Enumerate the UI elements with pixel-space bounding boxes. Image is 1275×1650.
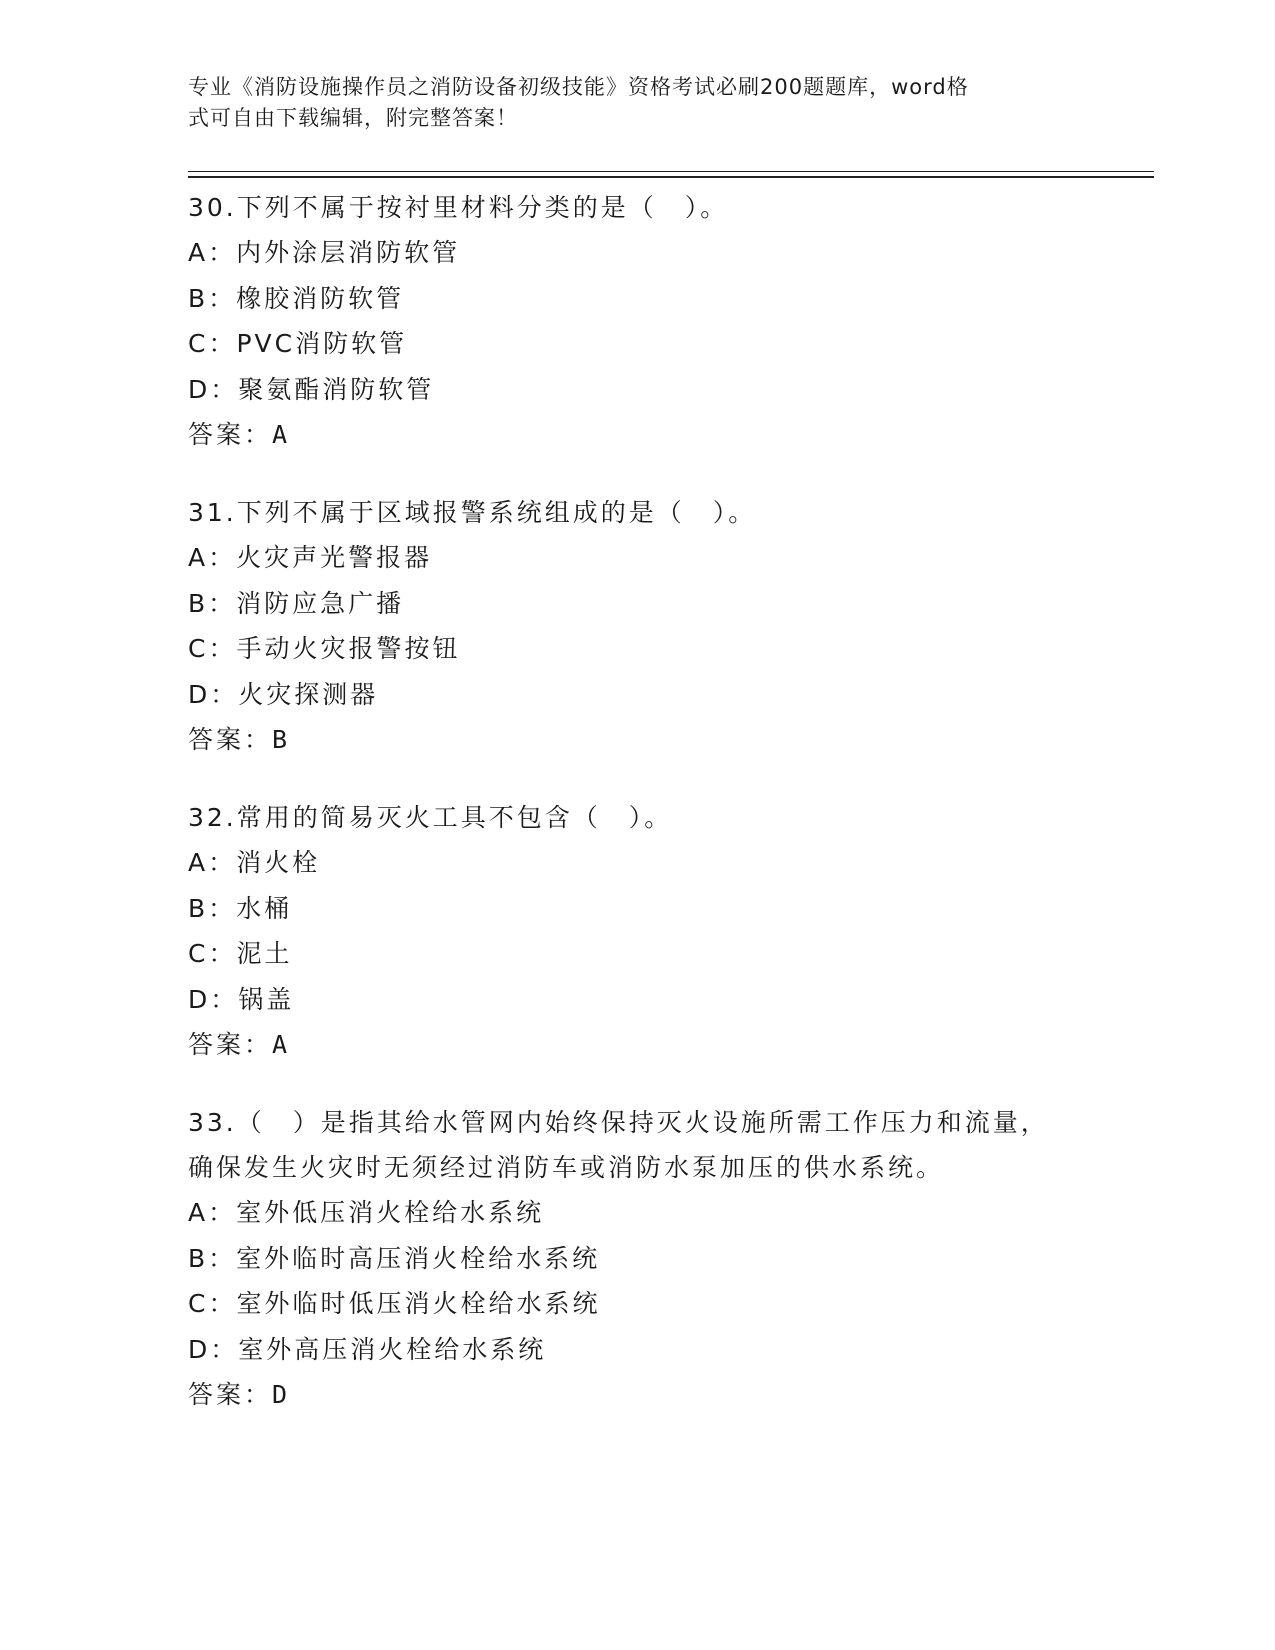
answer-line [188, 1022, 1088, 1068]
option-d: D：火灾探测器 [188, 679, 379, 709]
option-a: A：室外低压消火栓给水系统 [188, 1198, 545, 1227]
question-stem: 32.常用的简易灭火工具不包含（ ）。 [188, 803, 673, 832]
option-b: B：橡胶消防软管 [188, 283, 405, 313]
header-line-1: 专业《消防设施操作员之消防设备初级技能》资格考试必刷200题题库，word格 [188, 75, 969, 99]
answer-line [188, 412, 1088, 458]
question-31 [188, 490, 1088, 763]
answer-line [188, 717, 1088, 763]
answer-label: 答案： [188, 1030, 273, 1059]
answer-value: D [272, 1380, 288, 1409]
answer-label: 答案： [188, 725, 273, 754]
question-32 [188, 795, 1088, 1068]
option-d: D：锅盖 [188, 984, 295, 1014]
option-a: A：消火栓 [188, 848, 321, 877]
option-b: B：水桶 [188, 893, 293, 923]
question-33 [188, 1100, 1088, 1418]
option-c: C：手动火灾报警按钮 [188, 634, 461, 663]
header-line-2: 式可自由下载编辑，附完整答案！ [188, 106, 518, 130]
option-b: B：消防应急广播 [188, 588, 405, 618]
option-a: A：内外涂层消防软管 [188, 238, 461, 267]
question-stem: 31.下列不属于区域报警系统组成的是（ ）。 [188, 498, 757, 527]
option-c: C：PVC消防软管 [188, 329, 408, 358]
document-header [188, 72, 1088, 134]
option-c: C：室外临时低压消火栓给水系统 [188, 1289, 601, 1318]
option-a: A：火灾声光警报器 [188, 543, 433, 572]
option-b: B：室外临时高压消火栓给水系统 [188, 1243, 601, 1273]
question-stem-line-2: 确保发生火灾时无须经过消防车或消防水泵加压的供水系统。 [188, 1153, 945, 1182]
answer-value: A [272, 420, 288, 449]
option-d: D：聚氨酯消防软管 [188, 374, 435, 404]
answer-label: 答案： [188, 1380, 273, 1409]
question-30 [188, 185, 1088, 458]
header-divider-thin [188, 171, 1154, 172]
header-divider-thick [188, 176, 1154, 178]
answer-line [188, 1372, 1088, 1418]
answer-value: A [272, 1030, 288, 1059]
option-d: D：室外高压消火栓给水系统 [188, 1334, 547, 1364]
question-stem: 30.下列不属于按衬里材料分类的是（ ）。 [188, 193, 729, 222]
option-c: C：泥土 [188, 939, 293, 968]
question-stem-line-1: 33.（ ）是指其给水管网内始终保持灭火设施所需工作压力和流量， [188, 1108, 1049, 1137]
answer-value: B [272, 725, 288, 754]
answer-label: 答案： [188, 420, 273, 449]
